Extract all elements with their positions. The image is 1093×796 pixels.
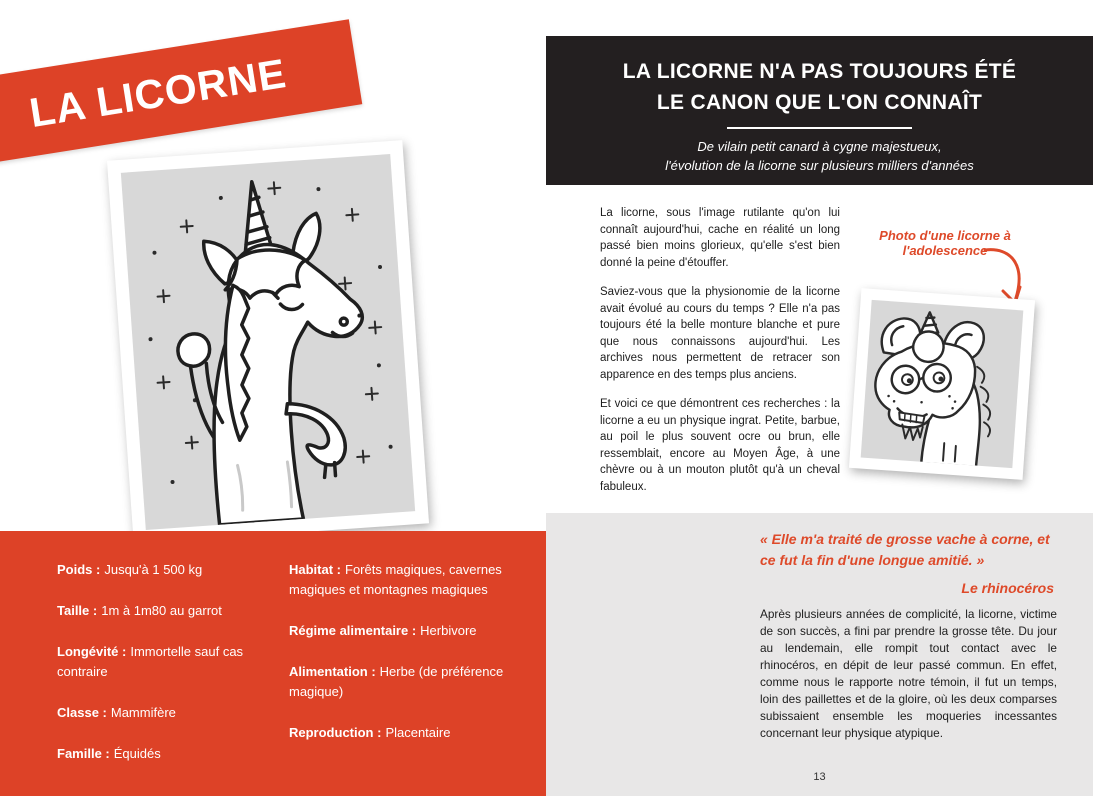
stat-value: Herbivore: [420, 623, 477, 638]
stats-column-right: [289, 560, 524, 796]
testimonial-attribution: Le rhinocéros: [961, 580, 1054, 596]
teen-photo-background: [861, 300, 1024, 468]
article-paragraph: Et voici ce que démontrent ces recherches : la licorne a eu un physique ingrat. Petite, barbue, au poil le plus souvent ocre ou brun, elle ressemblait, encore au Moyen Âge, à une chèvre ou à un mouton plutôt qu'à un cheval fabuleux.: [600, 398, 840, 493]
stat-longevite: [57, 642, 279, 682]
teen-unicorn-illustration: [861, 300, 1024, 468]
stat-value: 1m à 1m80 au garrot: [101, 603, 222, 618]
chapter-title-line1: LA LICORNE N'A PAS TOUJOURS ÉTÉ: [622, 60, 1017, 83]
stat-value: Équidés: [113, 746, 161, 761]
stat-value: Forêts magiques, cavernes magiques et montagnes magiques: [289, 562, 502, 597]
chapter-subtitle: [546, 137, 1093, 175]
article-paragraph: Saviez-vous que la physionomie de la licorne avait évolué au cours du temps ? Elle n'a pas toujours été la belle monture blanche et pure que nous connaissons aujourd'hui. Les archives nous permettent de retracer son apparence en des temps plus anciens.: [600, 286, 840, 381]
stat-reproduction: [289, 723, 524, 743]
article-body: [600, 205, 840, 508]
unicorn-photo: [107, 140, 429, 544]
stat-label: Longévité :: [57, 644, 127, 659]
stats-column-left: [57, 560, 279, 796]
stat-value: Immortelle sauf cas contraire: [57, 644, 244, 679]
stat-label: Alimentation :: [289, 664, 376, 679]
chapter-title-line2: LE CANON QUE L'ON CONNAÎT: [656, 91, 983, 114]
article-paragraph: La licorne, sous l'image rutilante qu'on lui connaît aujourd'hui, cache en réalité un long passé bien moins glorieux, qu'elle s'est bien donné la peine d'étouffer.: [600, 207, 840, 269]
teen-photo-caption: Photo d'une licorne à l'adolescence: [879, 228, 1011, 258]
stat-habitat: [289, 560, 524, 600]
title-banner: [0, 19, 362, 167]
stat-label: Reproduction :: [289, 725, 382, 740]
stat-regime: [289, 621, 524, 641]
stat-taille: [57, 601, 279, 621]
unicorn-photo-background: [121, 154, 415, 530]
anecdote-panel: [546, 513, 1093, 796]
stat-value: Herbe (de préférence magique): [289, 664, 504, 699]
stat-classe: [57, 703, 279, 723]
stat-alimentation: [289, 662, 524, 702]
stat-label: Classe :: [57, 705, 107, 720]
anecdote-paragraph: Après plusieurs années de complicité, la licorne, victime de son succès, a fini par prendre la grosse tête. Du jour au lendemain, elle rompit tout contact avec le rhinocéros, en dépit de leur passé commun. En effet, comme nous le rapporte notre témoin, il fut un temps, loin des paillettes et de la gloire, où les deux comparses subissaient ensemble les moqueries incessantes concernant leur physique atypique.: [760, 607, 1057, 740]
unicorn-illustration: [121, 154, 415, 530]
stat-label: Famille :: [57, 746, 110, 761]
stats-panel: [0, 531, 546, 796]
stat-value: Placentaire: [385, 725, 451, 740]
chapter-subtitle-line2: l'évolution de la licorne sur plusieurs milliers d'années: [665, 158, 974, 173]
stat-value: Jusqu'à 1 500 kg: [104, 562, 203, 577]
stat-label: Régime alimentaire :: [289, 623, 417, 638]
testimonial-quote: « Elle m'a traité de grosse vache à corne, et ce fut la fin d'une longue amitié. »: [760, 531, 1050, 568]
stat-famille: [57, 744, 279, 764]
chapter-title: [546, 56, 1093, 118]
page-number: 13: [813, 771, 826, 783]
stat-label: Habitat :: [289, 562, 341, 577]
stat-label: Poids :: [57, 562, 101, 577]
stat-poids: [57, 560, 279, 580]
stat-value: Mammifère: [110, 705, 176, 720]
testimonial-quote-block: [760, 529, 1054, 599]
title-divider: [727, 127, 912, 129]
chapter-subtitle-line1: De vilain petit canard à cygne majestueux,: [697, 139, 942, 154]
stat-label: Taille :: [57, 603, 98, 618]
chapter-header: [546, 36, 1093, 185]
teen-unicorn-photo: [849, 288, 1035, 480]
page-title: LA LICORNE: [26, 49, 290, 136]
